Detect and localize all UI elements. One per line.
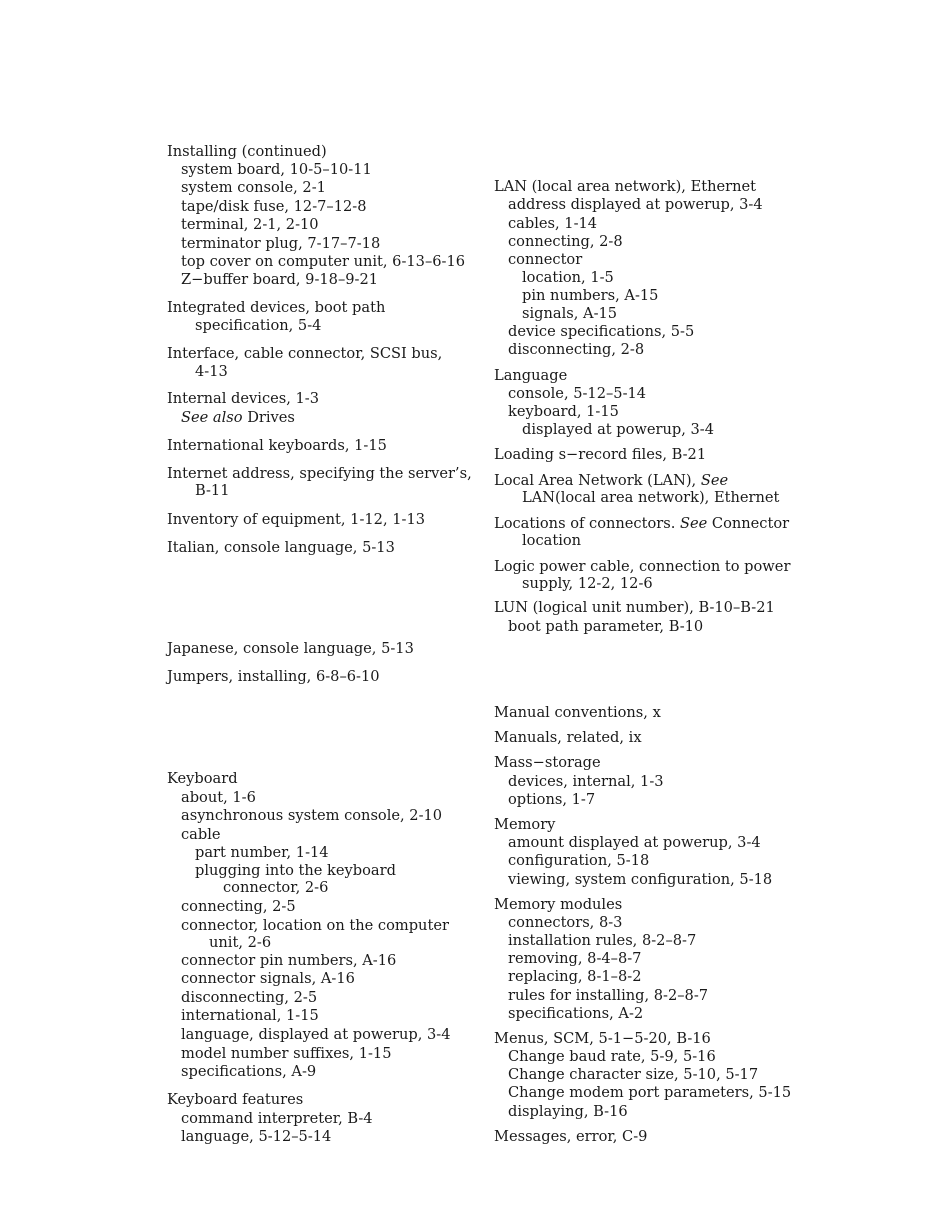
index-subentry: system board, 10-5–10-11 (181, 161, 372, 178)
index-subentry: disconnecting, 2-5 (181, 989, 318, 1006)
index-subentry: Change baud rate, 5-9, 5-16 (508, 1048, 716, 1065)
index-entry: Menus, SCM, 5-1−5-20, B-16 (494, 1030, 711, 1047)
index-subentry: devices, internal, 1-3 (508, 773, 664, 790)
index-subentry: model number suffixes, 1-15 (181, 1045, 392, 1062)
index-subentry: options, 1-7 (508, 791, 596, 808)
index-entry: Japanese, console language, 5-13 (167, 640, 414, 657)
index-subentry: Change modem port parameters, 5-15 (508, 1084, 792, 1101)
index-entry: Mass−storage (494, 754, 601, 771)
index-continuation: B-11 (195, 482, 230, 499)
index-subentry: terminator plug, 7-17–7-18 (181, 235, 381, 252)
index-subentry: Change character size, 5-10, 5-17 (508, 1066, 759, 1083)
index-subsubentry: signals, A-15 (522, 305, 618, 322)
index-subsubentry: displayed at powerup, 3-4 (522, 421, 715, 438)
index-subentry: replacing, 8-1–8-2 (508, 968, 642, 985)
index-entry: Jumpers, installing, 6-8–6-10 (167, 668, 380, 685)
index-subentry: asynchronous system console, 2-10 (181, 807, 443, 824)
index-subentry: Z−buffer board, 9-18–9-21 (181, 271, 379, 288)
index-entry: Language (494, 367, 568, 384)
index-subsubentry: part number, 1-14 (195, 844, 329, 861)
index-entry: Italian, console language, 5-13 (167, 539, 395, 556)
index-continuation: location (522, 532, 582, 549)
index-entry: Memory modules (494, 896, 623, 913)
index-subentry: language, displayed at powerup, 3-4 (181, 1026, 451, 1043)
index-entry: Interface, cable connector, SCSI bus, (167, 345, 443, 362)
index-continuation: unit, 2-6 (209, 934, 272, 951)
index-subentry: device specifications, 5-5 (508, 323, 695, 340)
index-subentry: console, 5-12–5-14 (508, 385, 647, 402)
index-subentry: cables, 1-14 (508, 215, 598, 232)
index-subentry: cable (181, 826, 221, 843)
index-entry: Internal devices, 1-3 (167, 390, 320, 407)
index-subentry: terminal, 2-1, 2-10 (181, 216, 319, 233)
index-subentry: viewing, system configuration, 5-18 (508, 871, 773, 888)
index-subentry: amount displayed at powerup, 3-4 (508, 834, 761, 851)
index-subentry: connecting, 2-8 (508, 233, 623, 250)
index-subentry: connector signals, A-16 (181, 970, 355, 987)
index-subentry: disconnecting, 2-8 (508, 341, 645, 358)
index-entry: Keyboard features (167, 1091, 304, 1108)
index-cross-reference: See also Drives (181, 409, 295, 426)
index-entry: Internet address, specifying the server’s, (167, 465, 472, 482)
index-entry: LUN (logical unit number), B-10–B-21 (494, 599, 775, 616)
index-subentry: connectors, 8-3 (508, 914, 623, 931)
index-subentry: top cover on computer unit, 6-13–6-16 (181, 253, 466, 270)
index-continuation: specification, 5-4 (195, 317, 322, 334)
index-subentry: displaying, B-16 (508, 1103, 628, 1120)
index-subentry: tape/disk fuse, 12-7–12-8 (181, 198, 367, 215)
index-entry: Locations of connectors. See Connector (494, 515, 790, 532)
index-entry: Installing (continued) (167, 143, 327, 160)
index-subentry: keyboard, 1-15 (508, 403, 619, 420)
index-entry: Loading s−record files, B-21 (494, 446, 707, 463)
index-entry: Messages, error, C-9 (494, 1128, 648, 1145)
index-subentry: connector pin numbers, A-16 (181, 952, 397, 969)
index-subsubentry: plugging into the keyboard (195, 862, 396, 879)
index-subentry: specifications, A-9 (181, 1063, 317, 1080)
index-subentry: language, 5-12–5-14 (181, 1128, 332, 1145)
index-entry: Manual conventions, x (494, 704, 661, 721)
index-continuation: supply, 12-2, 12-6 (522, 575, 653, 592)
index-subentry: specifications, A-2 (508, 1005, 644, 1022)
index-subentry: connector (508, 251, 583, 268)
index-entry: LAN (local area network), Ethernet (494, 178, 757, 195)
index-subentry: removing, 8-4–8-7 (508, 950, 642, 967)
index-entry: Integrated devices, boot path (167, 299, 386, 316)
index-subentry: boot path parameter, B-10 (508, 618, 704, 635)
index-entry: Keyboard (167, 770, 238, 787)
index-subentry: rules for installing, 8-2–8-7 (508, 987, 709, 1004)
index-entry: International keyboards, 1-15 (167, 437, 387, 454)
index-subsubentry: location, 1-5 (522, 269, 614, 286)
index-entry: Memory (494, 816, 556, 833)
index-subentry: installation rules, 8-2–8-7 (508, 932, 697, 949)
index-continuation: LAN(local area network), Ethernet (522, 489, 780, 506)
index-continuation: 4-13 (195, 363, 228, 380)
index-subentry: about, 1-6 (181, 789, 256, 806)
index-entry: Manuals, related, ix (494, 729, 642, 746)
index-subentry: system console, 2-1 (181, 179, 326, 196)
index-subsubentry: pin numbers, A-15 (522, 287, 659, 304)
index-subentry: command interpreter, B-4 (181, 1110, 373, 1127)
index-subentry: international, 1-15 (181, 1007, 319, 1024)
index-entry: Local Area Network (LAN), See (494, 472, 729, 489)
index-continuation: connector, 2-6 (223, 879, 329, 896)
index-entry: Inventory of equipment, 1-12, 1-13 (167, 511, 426, 528)
index-subentry: connecting, 2-5 (181, 898, 296, 915)
index-subentry: configuration, 5-18 (508, 852, 650, 869)
index-subentry: connector, location on the computer (181, 917, 449, 934)
index-subentry: address displayed at powerup, 3-4 (508, 196, 763, 213)
index-entry: Logic power cable, connection to power (494, 558, 791, 575)
